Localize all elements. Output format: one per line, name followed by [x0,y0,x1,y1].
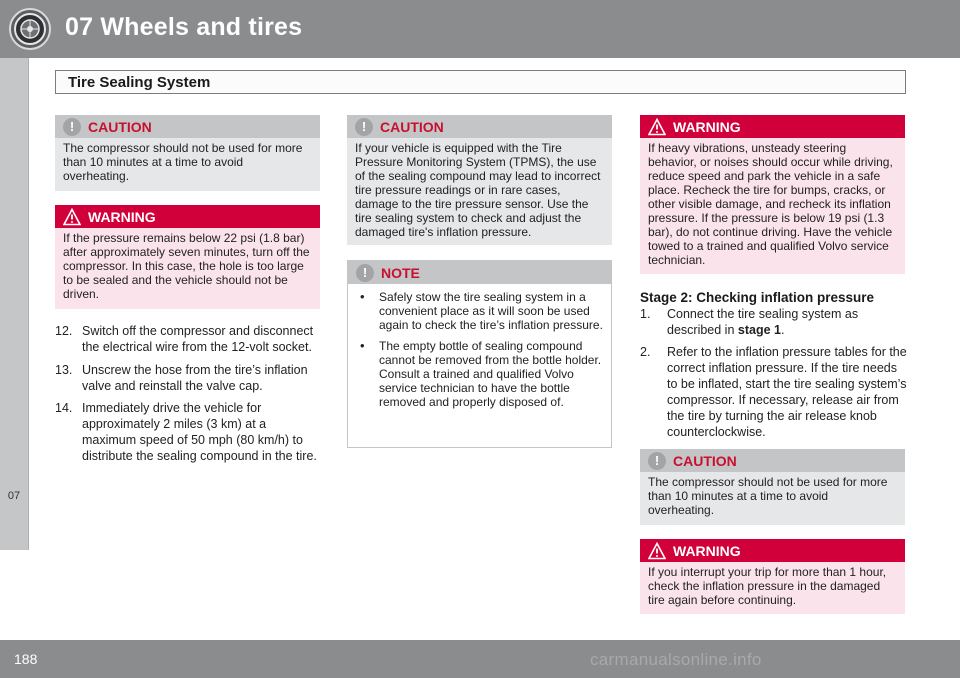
exclamation-icon: ! [356,264,374,282]
note-label: NOTE [381,265,420,281]
caution-text: The compressor should not be used for more than 10 minutes at a time to avoid overheating. [640,472,905,525]
caution-box-1 [55,115,320,191]
caution-label: CAUTION [380,119,444,135]
note-body [348,284,611,447]
warning-text: If you interrupt your trip for more than 1 hour, check the inflation pressure in the damaged tire again before continuing. [640,562,905,614]
warning-label: WARNING [673,543,741,559]
stage2-step-2: 2. Refer to the inflation pressure tables for the correct inflation pressure. If the tire needs to be inflated, start the tire sealing system’s compressor. If necessary, release air from the tire by turning the air release knob counterclockwise. [640,345,907,439]
chapter-title: 07 Wheels and tires [65,13,303,41]
warning-text: If heavy vibrations, unsteady steering behavior, or noises should occur while driving, reduce speed and park the vehicle in a safe place. Recheck the tire for bumps, cracks, or other visible damage, and recheck its inflation pressure. If the pressure is below 19 psi (1.3 bar), do not continue driving. Have the vehicle towed to a trained and qualified Volvo service technician. [640,138,905,274]
warning-label: WARNING [88,209,156,225]
header-bar [0,0,960,58]
step-13: 13. Unscrew the hose from the tire’s inflation valve and reinstall the valve cap. [55,363,308,393]
side-tab-label: 07 [7,490,21,502]
warning-header [640,115,905,138]
exclamation-icon: ! [355,118,373,136]
caution-header [55,115,320,138]
caution-label: CAUTION [88,119,152,135]
note-header [348,261,611,284]
warning-triangle-icon [63,208,81,226]
step-14: 14. Immediately drive the vehicle for approximately 2 miles (3 km) at a maximum speed of 50 mph (80 km/h) to distribute the sealing compound in the tire. [55,401,317,463]
caution-header [640,449,905,472]
note-bullet-1: • Safely stow the tire sealing system in a convenient place as it will soon be used again to check the tire’s inflation pressure. [356,290,603,332]
warning-box-3 [640,539,905,614]
chapter-side-tab[interactable] [0,58,29,550]
warning-label: WARNING [673,119,741,135]
warning-text: If the pressure remains below 22 psi (1.8 bar) after approximately seven minutes, turn off the compressor. In this case, the hole is too large to be sealed and the vehicle should not be driven. [55,228,320,309]
stage2-step-1: 1. Connect the tire sealing system as described in stage 1. [640,307,859,337]
caution-text: If your vehicle is equipped with the Tire Pressure Monitoring System (TPMS), the use of the sealing compound may lead to incorrect tire pressure readings or in rare cases, damage to the tire pressure sensor. Use the tire sealing system to check and adjust the damaged tire's inflation pressure. [347,138,612,245]
caution-header [347,115,612,138]
footer-bar [0,640,960,678]
exclamation-icon: ! [63,118,81,136]
note-box [347,260,612,448]
section-title: Tire Sealing System [68,74,211,91]
wheel-icon [9,8,51,50]
caution-label: CAUTION [673,453,737,469]
warning-triangle-icon [648,118,666,136]
warning-box-1 [55,205,320,309]
watermark: carmanualsonline.info [590,650,762,669]
step-12: 12. Switch off the compressor and disconnect the electrical wire from the 12-volt socket. [55,324,314,354]
caution-box-3 [640,449,905,525]
note-bullet-2: • The empty bottle of sealing compound cannot be removed from the bottle holder. Consult a trained and qualified Volvo service technician to have the bottle removed and properly disposed of. [356,339,603,409]
stage-heading: Stage 2: Checking inflation pressure [640,290,875,305]
warning-header [640,539,905,562]
caution-text: The compressor should not be used for more than 10 minutes at a time to avoid overheating. [55,138,320,191]
warning-header [55,205,320,228]
exclamation-icon: ! [648,452,666,470]
warning-triangle-icon [648,542,666,560]
warning-box-2 [640,115,905,274]
page-number: 188 [14,651,38,667]
caution-box-2 [347,115,612,245]
section-bar [55,70,906,94]
